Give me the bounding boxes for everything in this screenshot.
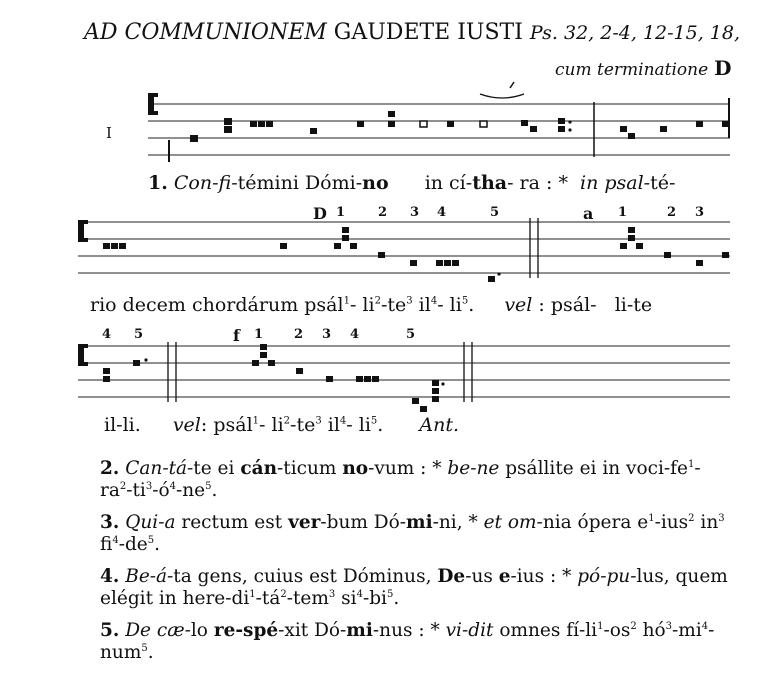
title-roman: GAUDETE IUSTI (333, 20, 523, 45)
lyrics-line-3: il-li. vel: psál$^1$- $li^2-te^3$ $il^4-$ $li^5$. Ant. (104, 414, 460, 436)
lyrics-line-2: rio decem chordárum psál$^1$- $li^2-te^3$ $il^4-$ $li^5$. vel : psál- li-te (90, 294, 653, 316)
staff-1 (0, 80, 778, 170)
chant-title (84, 20, 740, 45)
verse-2: 2. Can-tá-te ei cán-ticum no-vum : * be-ne psállite ei in voci-$fe^1-ra^2-ti^3-ó^4-ne^5$. (100, 458, 701, 501)
verse-5: 5. De cæ-lo re-spé-xit Dó-mi-nus : * vi-dit omnes $fí-li^1-os^2$ $hó^3-mi^4-num^5$. (100, 620, 715, 663)
c-clef-icon (78, 220, 88, 242)
termination-letter: D (714, 56, 732, 80)
psalm-reference: Ps. 32, 2-4, 12-15, 18, (529, 22, 741, 44)
neume-note (224, 126, 232, 133)
verse-number: 1. (148, 172, 168, 194)
termination-line (555, 56, 732, 80)
staff-2 (0, 212, 778, 292)
chant-page: AD COMMUNIONEM GAUDETE IUSTI Ps. 32, 2-4, 12-15, 18, cum terminatione D I 1. Con-fi-témini Dómi-no in cí-tha- ra : * in psal-té- D 1 2 3 4 5 a 1 2 3 rio decem chordárum psál$^1$- $li^2-te^3$ $il^4-$ $li^5$. vel : psál- li-te 4 5 f 1 2 3 4 5 il-li. vel: psál$^1$- $li^2-te^3$ $il^4-$ $li^5$. Ant. 2. Can-tá-te ei cán-ticum no-vum : * be-ne psállite ei in voci-$fe^1-ra^2-ti^3-ó^4-ne^5$. 3. Qui-a rectum est ver-bum Dó-mi-ni, * et om-nia ópera $e^1-ius^2$ $in^3$ $fi^4-de^5$. 4. Be-á-ta gens, cuius est Dóminus, De-us e-ius : * pó-pu-lus, quem elégit in here-$di^1-tá^2-tem^3$ $si^4-bi^5$. 5. De cæ-lo re-spé-xit Dó-mi-nus : * vi-dit omnes $fí-li^1-os^2$ $hó^3-mi^4-num^5$. (0, 0, 778, 680)
staff-3 (0, 336, 778, 416)
antiphon-label: Ant. (419, 414, 460, 436)
c-clef-icon (78, 344, 88, 366)
verse-4: 4. Be-á-ta gens, cuius est Dóminus, De-us e-ius : * pó-pu-lus, quem elégit in here-$di^1-tá^2-tem^3$ $si^4-bi^5$. (100, 566, 728, 609)
title-italic: AD COMMUNIONEM (84, 20, 327, 45)
lyrics-line-1: 1. Con-fi-témini Dómi-no in cí-tha- ra : * in psal-té- (148, 172, 676, 194)
neume-note (190, 135, 198, 142)
episema-arc (480, 94, 524, 98)
verse-3: 3. Qui-a rectum est ver-bum Dó-mi-ni, * et om-nia ópera $e^1-ius^2$ $in^3$ $fi^4-de^5$. (100, 512, 725, 555)
mode-label: I (106, 124, 112, 142)
termination-label: cum terminatione (555, 60, 709, 80)
